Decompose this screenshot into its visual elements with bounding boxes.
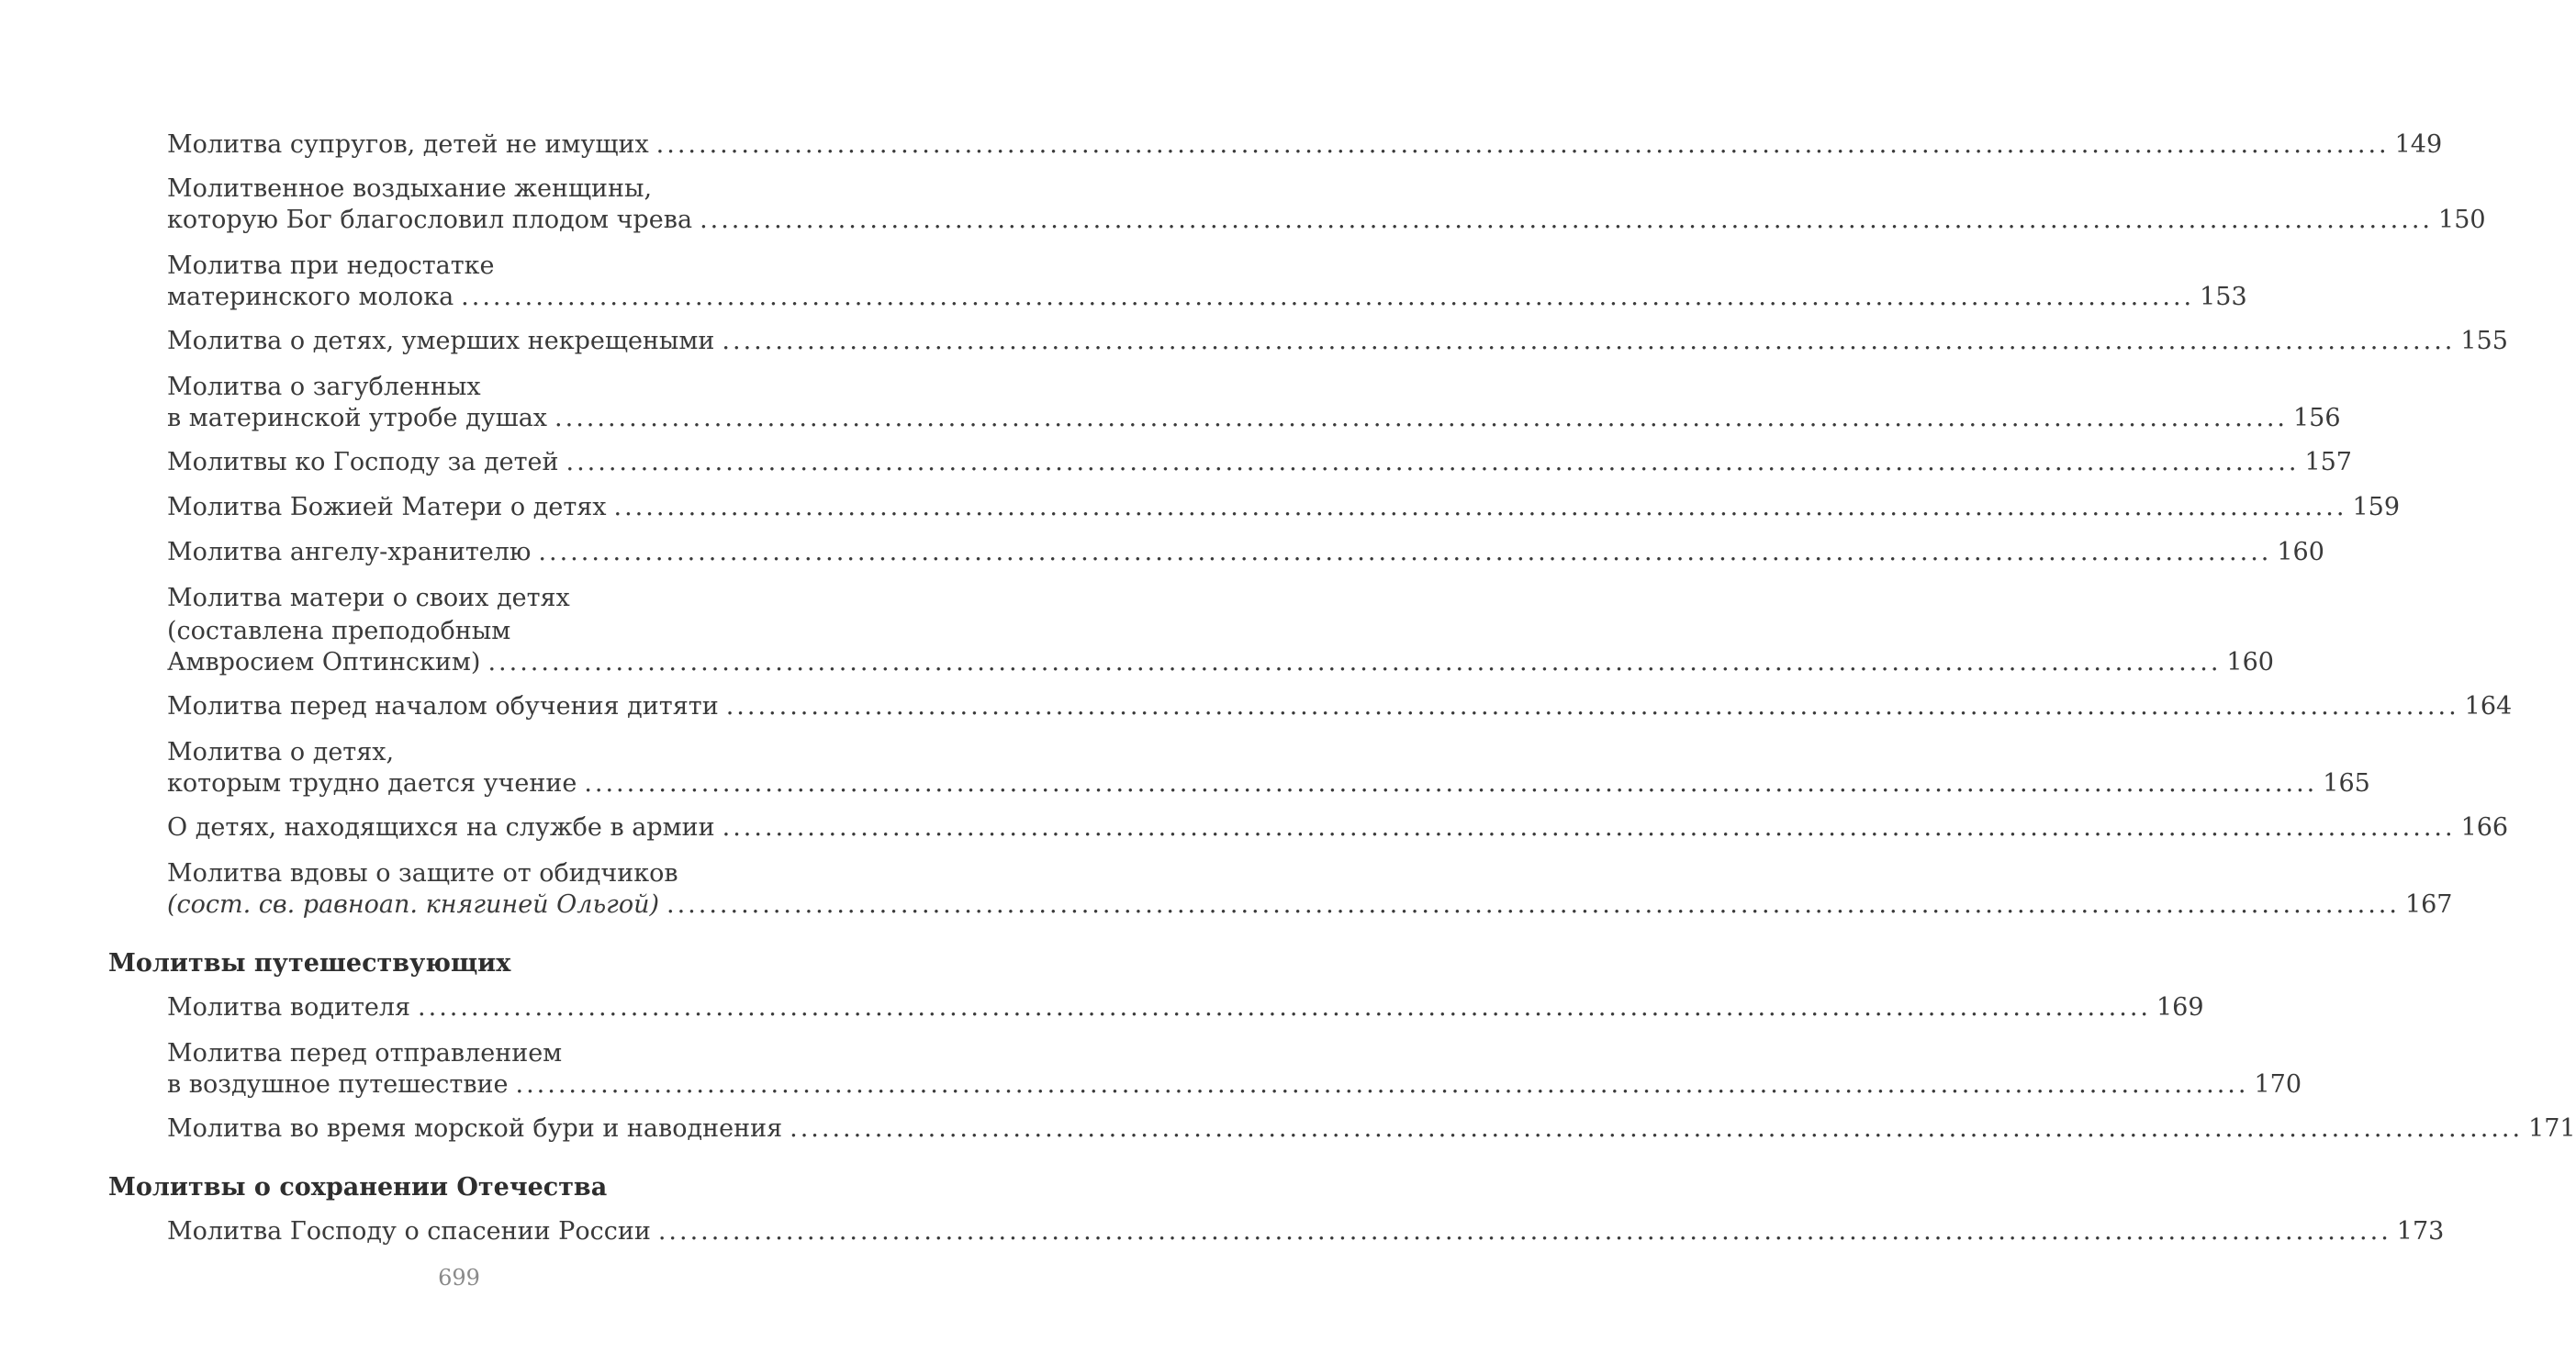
toc-leader-dots: ................................................................................................................................................................... xyxy=(722,327,2456,355)
toc-entry xyxy=(167,1213,2445,1250)
toc-leader-dots: ................................................................................................................................................................... xyxy=(722,813,2456,842)
toc-leader-dots: ................................................................................................................................................................... xyxy=(790,1114,2524,1143)
toc-entry xyxy=(167,202,2486,239)
toc-entry-title-line: Молитва о загубленных xyxy=(167,373,481,401)
toc-entry xyxy=(167,444,2352,481)
toc-entry xyxy=(167,810,2509,846)
toc-page-number: 166 xyxy=(2460,813,2509,842)
toc-entry xyxy=(167,489,2401,526)
toc-entry-title: О детях, находящихся на службе в армии xyxy=(167,813,715,842)
toc-entry xyxy=(167,990,2204,1026)
toc-page-number: 160 xyxy=(2277,538,2324,566)
toc-entry-title: Молитва супругов, детей не имущих xyxy=(167,130,649,159)
toc-entry-title-line: Молитва перед отправлением xyxy=(167,1039,563,1068)
toc-entry-title: в материнской утробе душах xyxy=(167,404,548,432)
toc-entry xyxy=(167,766,2370,802)
toc-entry-title-line: Молитвенное воздыхание женщины, xyxy=(167,174,653,203)
toc-leader-dots: ................................................................................................................................................................... xyxy=(700,206,2434,234)
toc-page-number: 169 xyxy=(2156,993,2204,1022)
toc-entry-title: материнского молока xyxy=(167,283,454,311)
toc-page-number: 153 xyxy=(2200,283,2247,311)
toc-leader-dots: ................................................................................................................................................................... xyxy=(613,493,2347,521)
toc-page-number: 150 xyxy=(2438,206,2486,234)
section-heading: Молитвы путешествующих xyxy=(108,949,511,978)
toc-page-number: 157 xyxy=(2304,448,2352,476)
toc-leader-dots: ................................................................................................................................................................... xyxy=(666,890,2400,919)
toc-leader-dots: ................................................................................................................................................................... xyxy=(515,1070,2249,1099)
toc-entry-title-line: Молитва вдовы о защите от обидчиков xyxy=(167,859,678,888)
toc-page-number: 170 xyxy=(2254,1070,2302,1099)
toc-page-number: 156 xyxy=(2292,404,2341,432)
toc-entry-title: в воздушное путешествие xyxy=(167,1070,509,1099)
page-number: 699 xyxy=(438,1265,480,1291)
toc-page-number: 155 xyxy=(2460,327,2508,355)
toc-leader-dots: ................................................................................................................................................................... xyxy=(655,130,2390,159)
toc-leader-dots: ................................................................................................................................................................... xyxy=(584,769,2318,798)
toc-entry xyxy=(167,1067,2302,1103)
toc-entry-title: Молитва Господу о спасении России xyxy=(167,1217,651,1246)
toc-entry-title: Молитвы ко Господу за детей xyxy=(167,448,559,476)
toc-leader-dots: ................................................................................................................................................................... xyxy=(554,404,2288,432)
toc-entry-title: которым трудно дается учение xyxy=(167,769,577,798)
toc-page-number: 171 xyxy=(2528,1114,2576,1143)
toc-entry-title: которую Бог благословил плодом чрева xyxy=(167,206,693,234)
toc-leader-dots: ................................................................................................................................................................... xyxy=(566,448,2300,476)
toc-entry-title: Амвросием Оптинским) xyxy=(167,648,481,676)
toc-page-number: 160 xyxy=(2226,648,2274,676)
toc-entry-title-line: Молитва при недостатке xyxy=(167,252,495,280)
toc-entry-title: Молитва водителя xyxy=(167,993,411,1022)
toc-leader-dots: ................................................................................................................................................................... xyxy=(418,993,2151,1022)
toc-page-number: 173 xyxy=(2396,1217,2445,1246)
toc-entry xyxy=(167,644,2274,681)
toc-page-number: 167 xyxy=(2404,890,2453,919)
toc-page-number: 164 xyxy=(2464,692,2513,721)
toc-entry-title: Молитва ангелу-хранителю xyxy=(167,538,532,566)
toc-entry xyxy=(167,127,2443,163)
toc-entry-title: Молитва о детях, умерших некрещеными xyxy=(167,327,715,355)
toc-entry xyxy=(167,279,2247,316)
toc-entry-title: (сост. св. равноап. княгиней Ольгой) xyxy=(167,890,659,919)
toc-entry xyxy=(167,887,2453,923)
toc-leader-dots: ................................................................................................................................................................... xyxy=(461,283,2195,311)
toc-leader-dots: ................................................................................................................................................................... xyxy=(487,648,2222,676)
toc-entry xyxy=(167,688,2513,725)
toc-leader-dots: ................................................................................................................................................................... xyxy=(538,538,2272,566)
toc-page-number: 159 xyxy=(2352,493,2401,521)
toc-entry xyxy=(167,1111,2576,1147)
toc-entry xyxy=(167,323,2508,360)
toc-entry-title: Молитва перед началом обучения дитяти xyxy=(167,692,719,721)
section-heading: Молитвы о сохранении Отечества xyxy=(108,1173,608,1202)
toc-leader-dots: ................................................................................................................................................................... xyxy=(725,692,2459,721)
toc-page-number: 149 xyxy=(2394,130,2443,159)
toc-page-number: 165 xyxy=(2323,769,2370,798)
toc-entry xyxy=(167,400,2341,437)
toc-entry-title-line: Молитва о детях, xyxy=(167,738,395,766)
toc-leader-dots: ................................................................................................................................................................... xyxy=(657,1217,2391,1246)
toc-entry xyxy=(167,534,2324,571)
toc-entry-title: Молитва во время морской бури и наводнения xyxy=(167,1114,783,1143)
toc-entry-title-line: (составлена преподобным xyxy=(167,617,511,645)
toc-entry-title-line: Молитва матери о своих детях xyxy=(167,584,570,612)
toc-entry-title: Молитва Божией Матери о детях xyxy=(167,493,607,521)
